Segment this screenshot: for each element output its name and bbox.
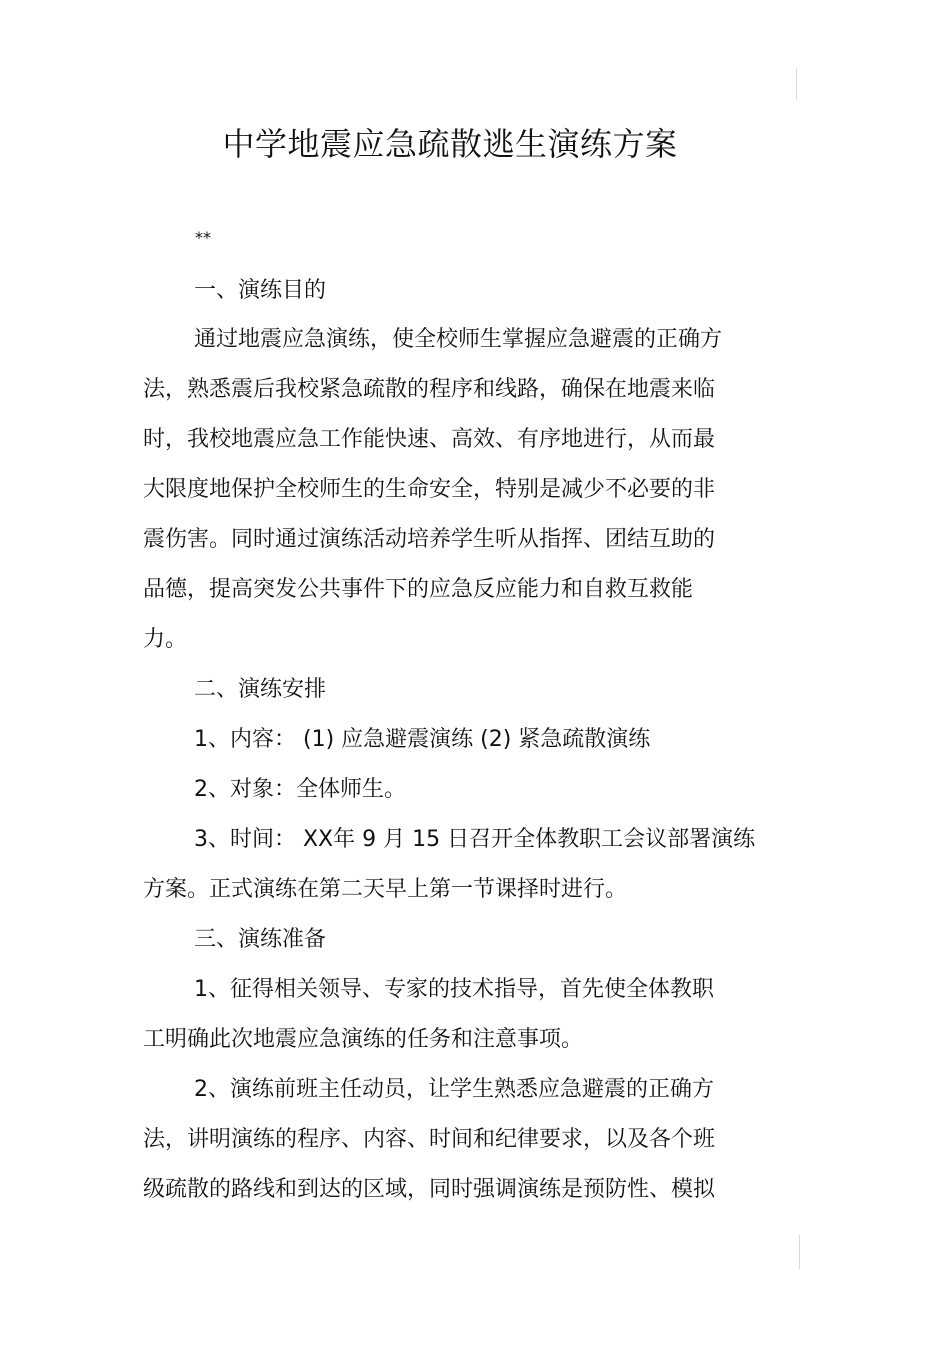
paragraph-line: 品德，提高突发公共事件下的应急反应能力和自救互救能 xyxy=(143,577,694,602)
list-item-time: 3、时间： XX年 9 月 15 日召开全体教职工会议部署演练 xyxy=(194,827,756,852)
author-placeholder: ** xyxy=(195,228,211,247)
paragraph-line: 力。 xyxy=(143,627,188,652)
paragraph-line: 时，我校地震应急工作能快速、高效、有序地进行，从而最 xyxy=(143,427,716,452)
section-heading-arrangement: 二、演练安排 xyxy=(194,677,327,702)
paragraph-line: 级疏散的路线和到达的区域，同时强调演练是预防性、模拟 xyxy=(143,1177,716,1202)
paragraph-line: 震伤害。同时通过演练活动培养学生听从指挥、团结互助的 xyxy=(143,527,716,552)
page-edge-mark-bottom xyxy=(799,1235,800,1269)
list-item-content: 1、内容： (1) 应急避震演练 (2) 紧急疏散演练 xyxy=(194,727,651,752)
list-item-audience: 2、对象：全体师生。 xyxy=(194,777,406,802)
list-item-briefing: 2、演练前班主任动员，让学生熟悉应急避震的正确方 xyxy=(194,1077,714,1102)
paragraph-line: 法，熟悉震后我校紧急疏散的程序和线路，确保在地震来临 xyxy=(143,377,716,402)
paragraph-line: 大限度地保护全校师生的生命安全，特别是减少不必要的非 xyxy=(143,477,716,502)
document-title: 中学地震应急疏散逃生演练方案 xyxy=(222,125,678,163)
section-heading-preparation: 三、演练准备 xyxy=(194,927,327,952)
paragraph-line: 工明确此次地震应急演练的任务和注意事项。 xyxy=(143,1027,584,1052)
page-edge-mark-top xyxy=(796,68,797,100)
section-heading-purpose: 一、演练目的 xyxy=(194,278,327,303)
paragraph-line: 法，讲明演练的程序、内容、时间和纪律要求，以及各个班 xyxy=(143,1127,716,1152)
list-item-guidance: 1、征得相关领导、专家的技术指导，首先使全体教职 xyxy=(194,977,714,1002)
paragraph-line: 通过地震应急演练，使全校师生掌握应急避震的正确方 xyxy=(194,327,723,352)
paragraph-line: 方案。正式演练在第二天早上第一节课择时进行。 xyxy=(143,877,628,902)
